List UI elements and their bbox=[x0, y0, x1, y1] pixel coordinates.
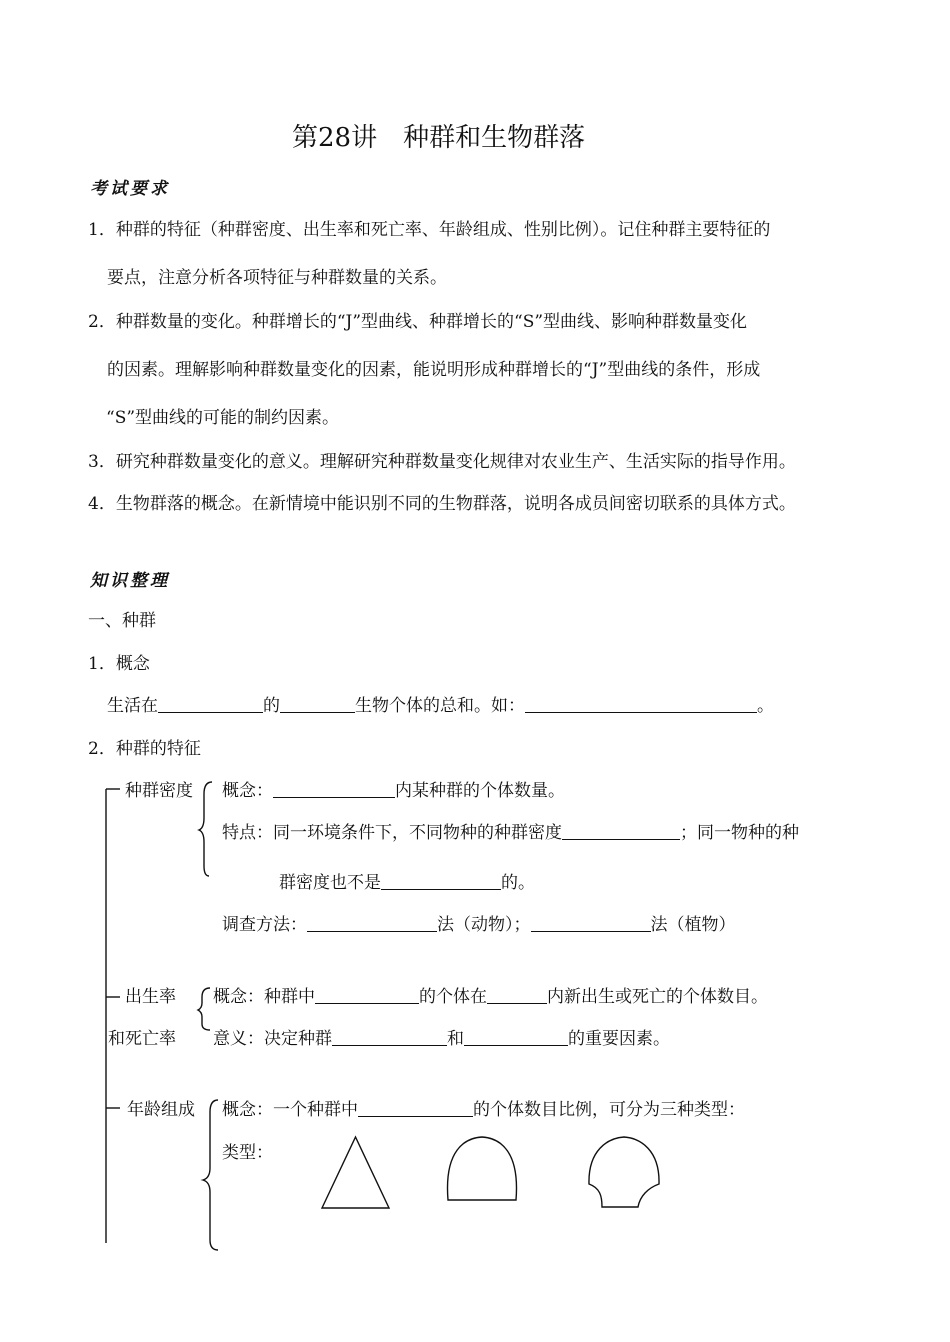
page-title: 第28讲 种群和生物群落 bbox=[292, 123, 586, 153]
stable-type-shape bbox=[448, 1137, 517, 1200]
declining-type-shape bbox=[589, 1137, 659, 1207]
requirement-3: 3．研究种群数量变化的意义。理解研究种群数量变化规律对农业生产、生活实际的指导作用。 bbox=[88, 452, 796, 472]
blank-fill[interactable] bbox=[487, 987, 547, 1004]
blank-fill[interactable] bbox=[307, 915, 437, 932]
age-brace bbox=[203, 1100, 218, 1250]
birth-death-meaning: 意义：决定种群 和 的重要因素。 bbox=[213, 1029, 670, 1049]
part1-heading: 一、种群 bbox=[88, 611, 156, 631]
blank-fill[interactable] bbox=[315, 987, 419, 1004]
growing-type-shape bbox=[322, 1137, 389, 1208]
age-concept: 概念：一个种群中 的个体数目比例，可分为三种类型： bbox=[222, 1100, 745, 1120]
density-label: 种群密度 bbox=[125, 781, 193, 801]
requirement-2-line1: 2．种群数量的变化。种群增长的“J”型曲线、种群增长的“S”型曲线、影响种群数量变化 bbox=[88, 312, 748, 332]
blank-fill[interactable] bbox=[332, 1029, 447, 1046]
age-types-label: 类型： bbox=[222, 1143, 273, 1163]
knowledge-heading: 知识整理 bbox=[90, 571, 170, 591]
blank-fill[interactable] bbox=[381, 873, 501, 890]
requirement-2-line2: 的因素。理解影响种群数量变化的因素，能说明形成种群增长的“J”型曲线的条件，形成 bbox=[107, 360, 761, 380]
density-concept: 概念： 内某种群的个体数量。 bbox=[222, 781, 565, 801]
requirement-1-line1: 1．种群的特征（种群密度、出生率和死亡率、年龄组成、性别比例）。记住种群主要特征的 bbox=[88, 220, 771, 240]
concept-line: 生活在 的 生物个体的总和。如： 。 bbox=[107, 696, 774, 716]
density-survey: 调查方法： 法（动物）； 法（植物） bbox=[222, 915, 736, 935]
requirement-4: 4．生物群落的概念。在新情境中能识别不同的生物群落，说明各成员间密切联系的具体方式。 bbox=[88, 494, 796, 514]
blank-fill[interactable] bbox=[464, 1029, 568, 1046]
requirement-2-line3: “S”型曲线的可能的制约因素。 bbox=[106, 408, 340, 428]
blank-fill[interactable] bbox=[531, 915, 651, 932]
features-heading: 2．种群的特征 bbox=[88, 739, 201, 759]
concept-heading: 1．概念 bbox=[88, 654, 150, 674]
density-brace bbox=[199, 782, 212, 876]
exam-requirements-heading: 考试要求 bbox=[90, 179, 170, 199]
birth-death-concept: 概念：种群中 的个体在 内新出生或死亡的个体数目。 bbox=[213, 987, 768, 1007]
blank-fill[interactable] bbox=[562, 823, 680, 840]
birth-death-brace bbox=[198, 988, 210, 1030]
density-feature: 特点：同一环境条件下，不同物种的种群密度 ；同一物种的种 bbox=[222, 823, 799, 843]
birth-death-label-1: 出生率 bbox=[125, 987, 176, 1007]
requirement-1-line2: 要点，注意分析各项特征与种群数量的关系。 bbox=[107, 268, 447, 288]
birth-death-label-2: 和死亡率 bbox=[108, 1029, 176, 1049]
blank-fill[interactable] bbox=[273, 781, 395, 798]
age-label: 年龄组成 bbox=[127, 1100, 195, 1120]
density-feature-cont: 群密度也不是 的。 bbox=[279, 873, 535, 893]
blank-fill[interactable] bbox=[358, 1100, 473, 1117]
